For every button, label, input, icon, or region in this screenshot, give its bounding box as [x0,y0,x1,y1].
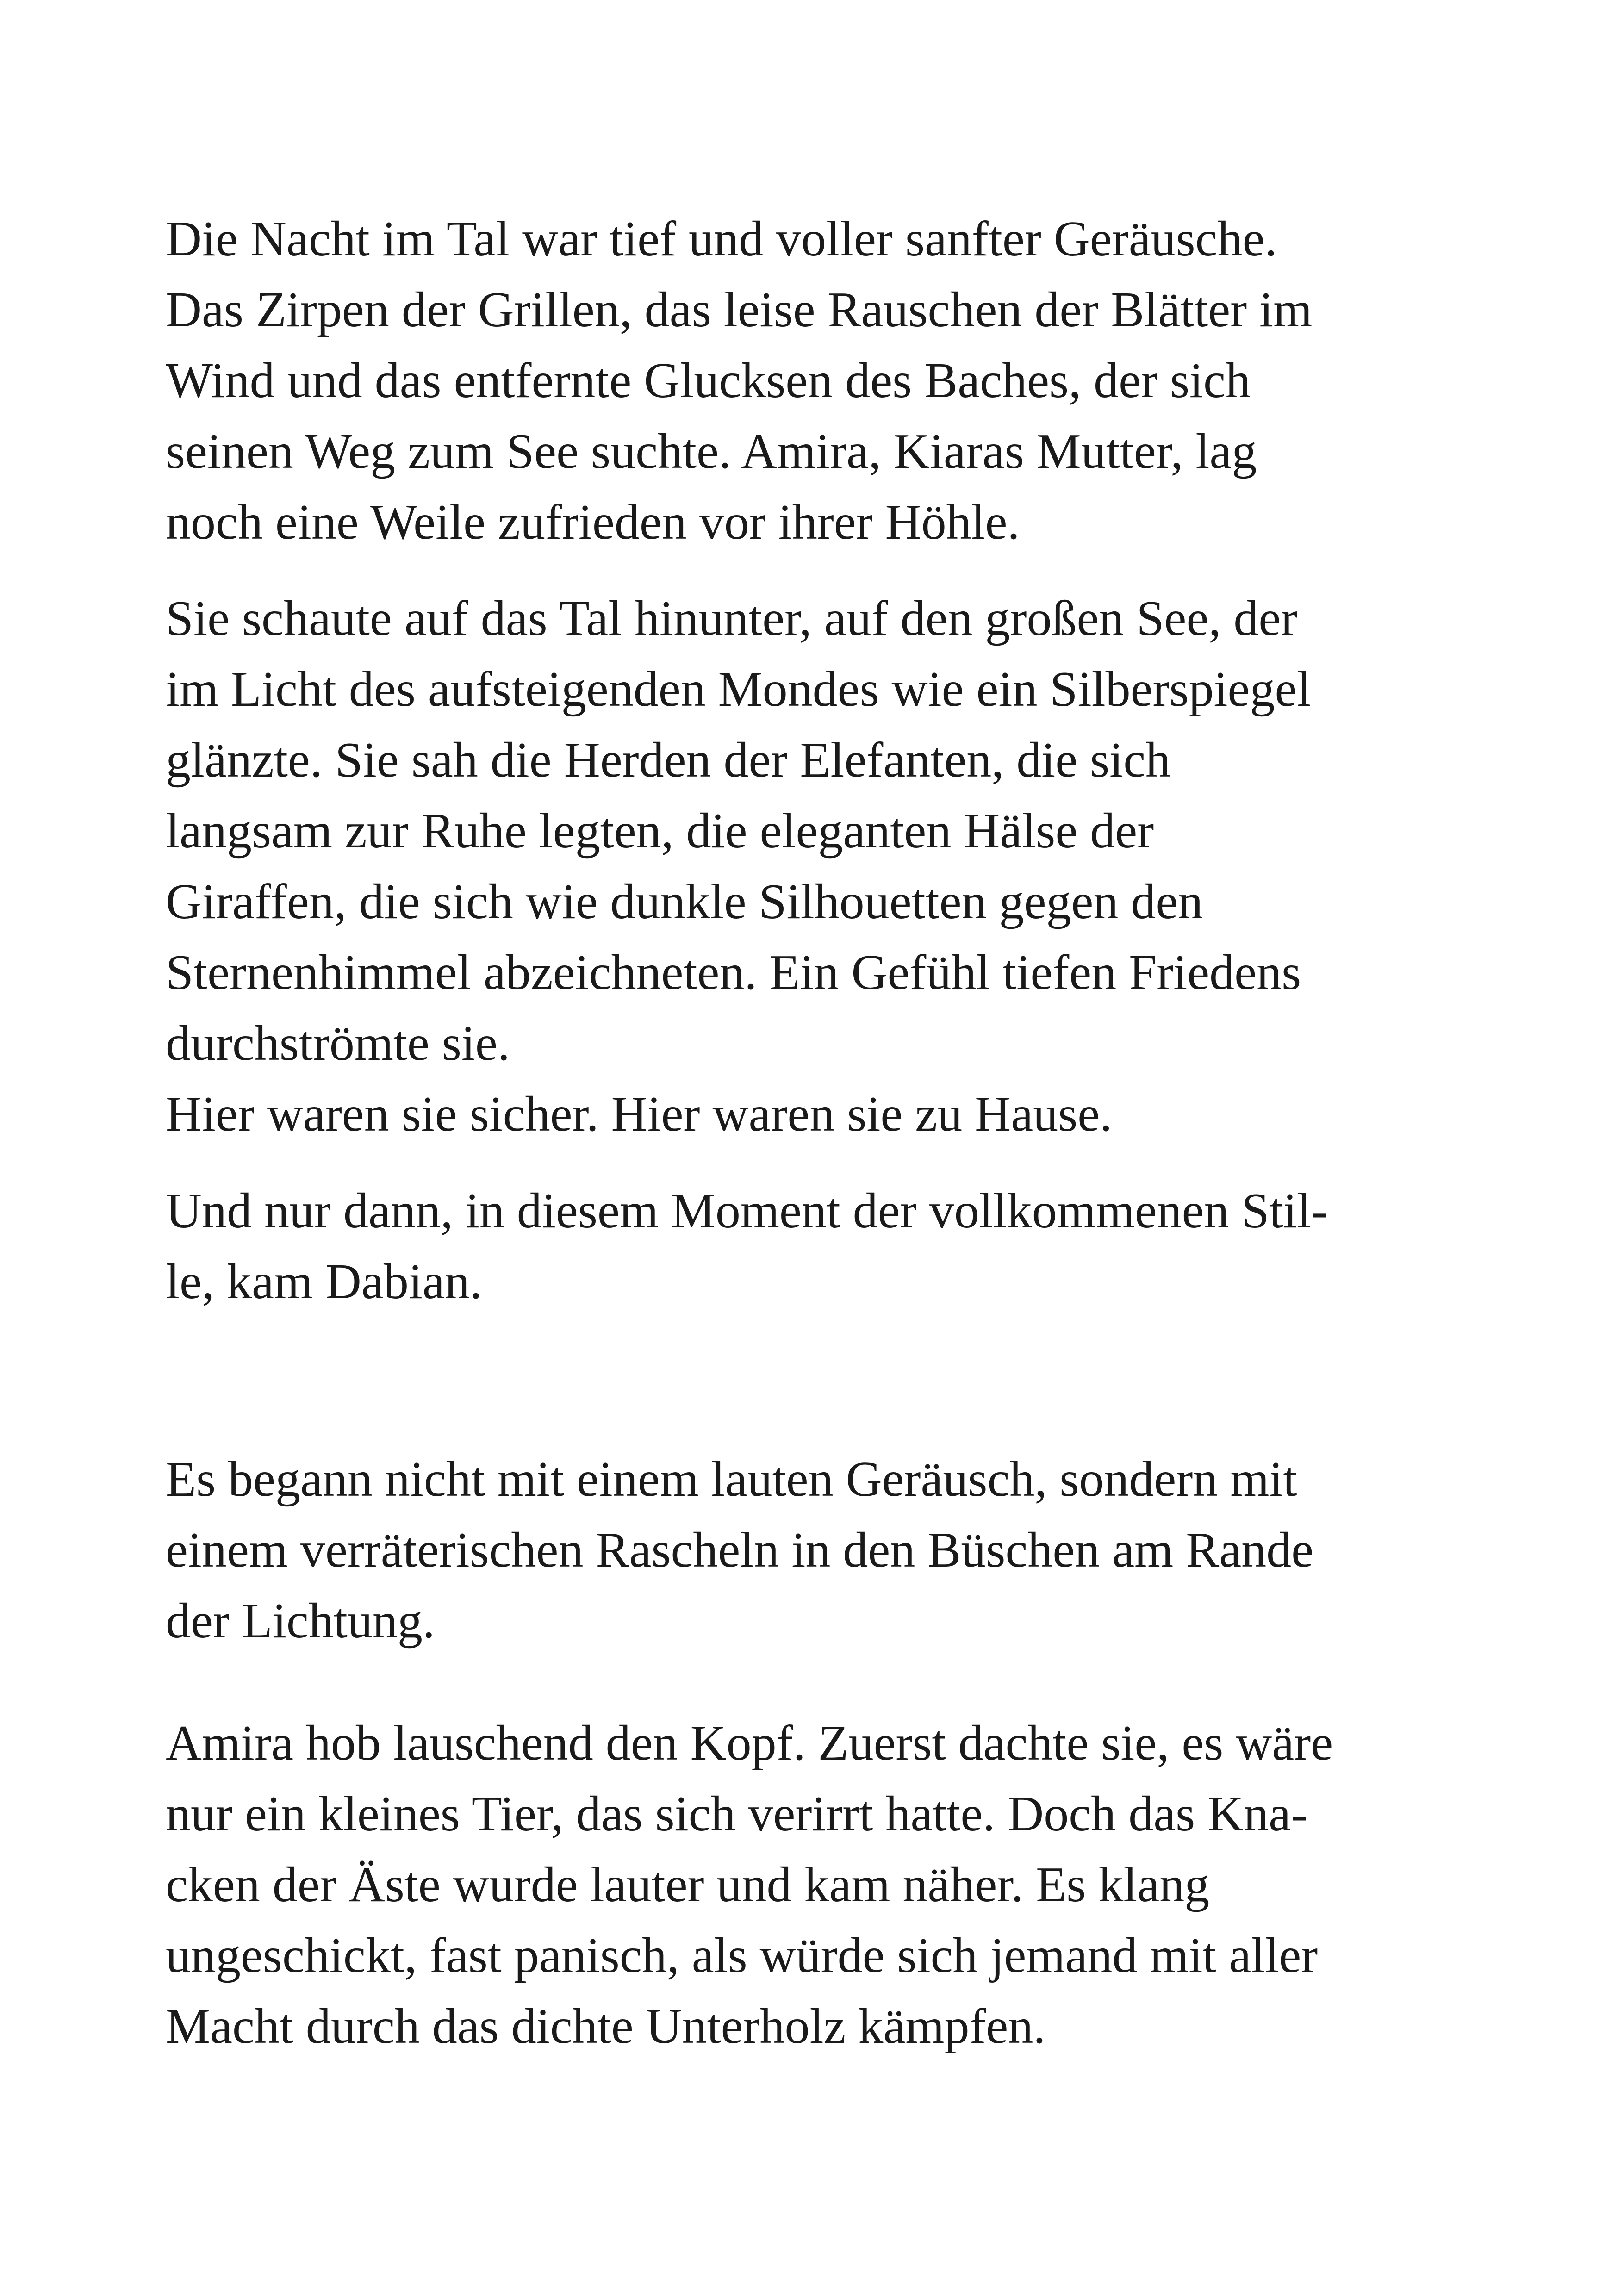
text-line: Hier waren sie sicher. Hier waren sie zu Hause. [166,1087,1113,1142]
text-line: Macht durch das dichte Unterholz kämpfen. [166,1999,1046,2054]
text-line: Wind und das entfernte Glucksen des Baches, der sich [166,353,1251,408]
text-line: seinen Weg zum See suchte. Amira, Kiaras Mutter, lag [166,424,1257,479]
text-line: Sie schaute auf das Tal hinunter, auf den großen See, der [166,591,1298,646]
paragraph [166,204,1462,558]
text-line: Giraffen, die sich wie dunkle Silhouetten gegen den [166,874,1203,929]
text-line: der Lichtung. [166,1593,435,1649]
paragraph [166,1708,1462,2062]
text-line: noch eine Weile zufrieden vor ihrer Höhle. [166,495,1020,550]
text-line: Amira hob lauschend den Kopf. Zuerst dachte sie, es wäre [166,1716,1333,1771]
text-line: durchströmte sie. [166,1016,510,1071]
paragraph [166,1176,1462,1317]
text-line: Sternenhimmel abzeichneten. Ein Gefühl tiefen Friedens [166,945,1301,1000]
text-line: nur ein kleines Tier, das sich verirrt hatte. Doch das Kna- [166,1786,1308,1842]
text-line: glänzte. Sie sah die Herden der Elefanten, die sich [166,733,1171,788]
text-line: Und nur dann, in diesem Moment der vollkommenen Stil- [166,1183,1328,1238]
text-line: ungeschickt, fast panisch, als würde sich jemand mit aller [166,1928,1318,1983]
text-line: im Licht des aufsteigenden Mondes wie ein Silberspiegel [166,662,1311,717]
text-line: Die Nacht im Tal war tief und voller sanfter Geräusche. [166,212,1277,267]
text-line: cken der Äste wurde lauter und kam näher. Es klang [166,1857,1210,1912]
paragraph [166,1444,1462,1656]
text-line: einem verräterischen Rascheln in den Büschen am Rande [166,1523,1314,1578]
paragraph [166,583,1462,1150]
text-line: le, kam Dabian. [166,1254,482,1309]
text-line: langsam zur Ruhe legten, die eleganten Hälse der [166,803,1154,859]
text-line: Das Zirpen der Grillen, das leise Rauschen der Blätter im [166,282,1313,337]
text-line: Es begann nicht mit einem lauten Geräusch, sondern mit [166,1452,1297,1507]
